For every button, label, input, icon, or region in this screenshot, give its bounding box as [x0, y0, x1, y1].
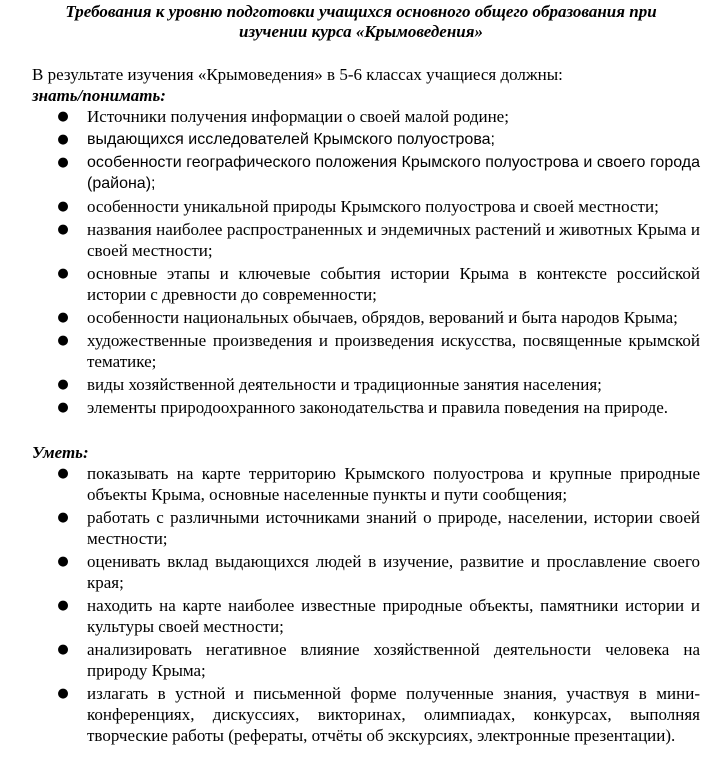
- list-item-text: показывать на карте территорию Крымского полуострова и крупные природные объекты Крыма, основные населенные пункты и пути сообщения;: [87, 464, 700, 504]
- know-item: [57, 307, 700, 328]
- bullet-icon: ●: [57, 377, 69, 392]
- bullet-icon: ●: [57, 333, 69, 348]
- list-item-text: особенности географического положения Крымского полуострова и своего города (района);: [87, 154, 700, 192]
- section-spacer: [32, 420, 700, 442]
- intro-text: В результате изучения «Крымоведения» в 5-6 классах учащиеся должны:: [32, 65, 563, 84]
- list-item-text: особенности уникальной природы Крымского полуострова и своей местности;: [87, 197, 659, 216]
- can-item: [57, 507, 700, 549]
- list-item-text: оценивать вклад выдающихся людей в изучение, развитие и прославление своего края;: [87, 552, 700, 592]
- bullet-icon: ●: [57, 199, 69, 214]
- list-item-text: особенности национальных обычаев, обрядов, верований и быта народов Крыма;: [87, 308, 678, 327]
- can-item: [57, 595, 700, 637]
- document-title: [32, 2, 700, 42]
- can-section-label: Уметь:: [32, 443, 89, 462]
- bullet-icon: ●: [57, 466, 69, 481]
- bullet-icon: ●: [57, 686, 69, 701]
- can-item: [57, 683, 700, 746]
- list-item-text: анализировать негативное влияние хозяйственной деятельности человека на природу Крыма;: [87, 640, 700, 680]
- know-section-label: знать/понимать:: [32, 86, 166, 105]
- bullet-icon: ●: [57, 109, 69, 124]
- know-item: [57, 106, 700, 127]
- know-item: [57, 330, 700, 372]
- bullet-icon: ●: [57, 266, 69, 281]
- bullet-icon: ●: [57, 310, 69, 325]
- list-item-text: находить на карте наиболее известные природные объекты, памятники истории и культуры своей местности;: [87, 596, 700, 636]
- bullet-icon: ●: [57, 155, 69, 170]
- know-item: [57, 152, 700, 194]
- list-item-text: элементы природоохранного законодательства и правила поведения на природе.: [87, 398, 669, 417]
- can-item: [57, 463, 700, 505]
- title-line-1: Требования к уровню подготовки учащихся основного общего образования при: [65, 2, 657, 21]
- title-line-2: изучении курса «Крымоведения»: [239, 22, 483, 41]
- bullet-icon: ●: [57, 598, 69, 613]
- know-item: [57, 129, 700, 150]
- list-item-text: выдающихся исследователей Крымского полуострова;: [87, 131, 495, 148]
- list-item-text: художественные произведения и произведения искусства, посвященные крымской тематике;: [87, 331, 700, 371]
- bullet-icon: ●: [57, 554, 69, 569]
- bullet-icon: ●: [57, 400, 69, 415]
- list-item-text: излагать в устной и письменной форме полученные знания, участвуя в мини-конференциях, дискуссиях, викторинах, олимпиадах, конкурсах, выполняя творческие работы (рефераты, отчёты об экскурсиях, электронные презентации).: [87, 684, 700, 745]
- know-item: [57, 397, 700, 418]
- list-item-text: Источники получения информации о своей малой родине;: [87, 107, 509, 126]
- bullet-icon: ●: [57, 132, 69, 147]
- know-item: [57, 263, 700, 305]
- bullet-icon: ●: [57, 222, 69, 237]
- know-list: [32, 106, 700, 418]
- list-item-text: виды хозяйственной деятельности и традиционные занятия населения;: [87, 375, 602, 394]
- can-item: [57, 551, 700, 593]
- list-item-text: работать с различными источниками знаний о природе, населении, истории своей местности;: [87, 508, 700, 548]
- can-item: [57, 639, 700, 681]
- know-item: [57, 374, 700, 395]
- list-item-text: названия наиболее распространенных и эндемичных растений и животных Крыма и своей местности;: [87, 220, 700, 260]
- know-item: [57, 196, 700, 217]
- know-item: [57, 219, 700, 261]
- bullet-icon: ●: [57, 642, 69, 657]
- bullet-icon: ●: [57, 510, 69, 525]
- can-list: [32, 463, 700, 746]
- list-item-text: основные этапы и ключевые события истории Крыма в контексте российской истории с древности до современности;: [87, 264, 700, 304]
